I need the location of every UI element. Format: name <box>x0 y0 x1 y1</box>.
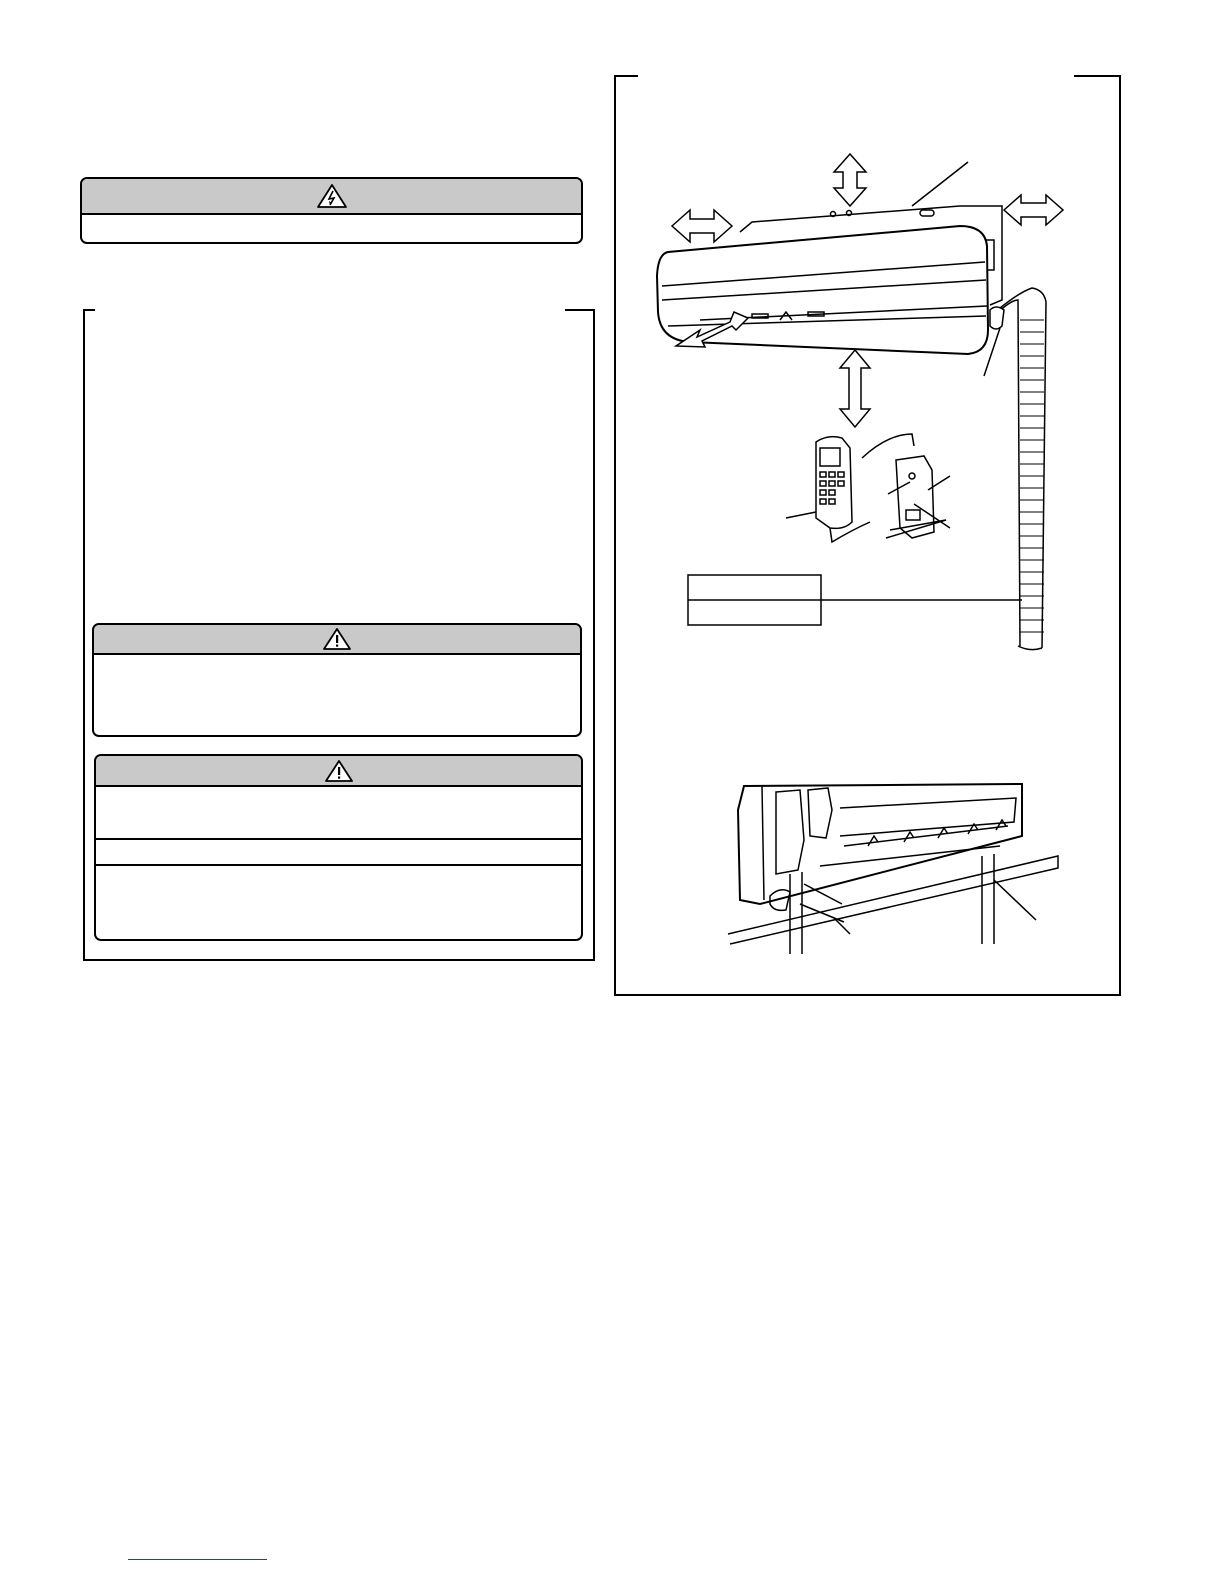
right-clearance-arrow <box>1004 195 1063 225</box>
remote-control <box>786 437 852 529</box>
remote-holder <box>886 456 950 538</box>
top-clearance-arrow <box>834 154 866 206</box>
left-clearance-arrow <box>672 210 732 242</box>
hose-label-box <box>688 575 1022 625</box>
drain-hose <box>984 288 1046 650</box>
indoor-unit-underside-view <box>728 784 1058 954</box>
drain-hose-ribs <box>1020 320 1044 632</box>
bottom-clearance-arrow <box>840 350 870 427</box>
footer-link-underline[interactable] <box>128 1559 267 1560</box>
